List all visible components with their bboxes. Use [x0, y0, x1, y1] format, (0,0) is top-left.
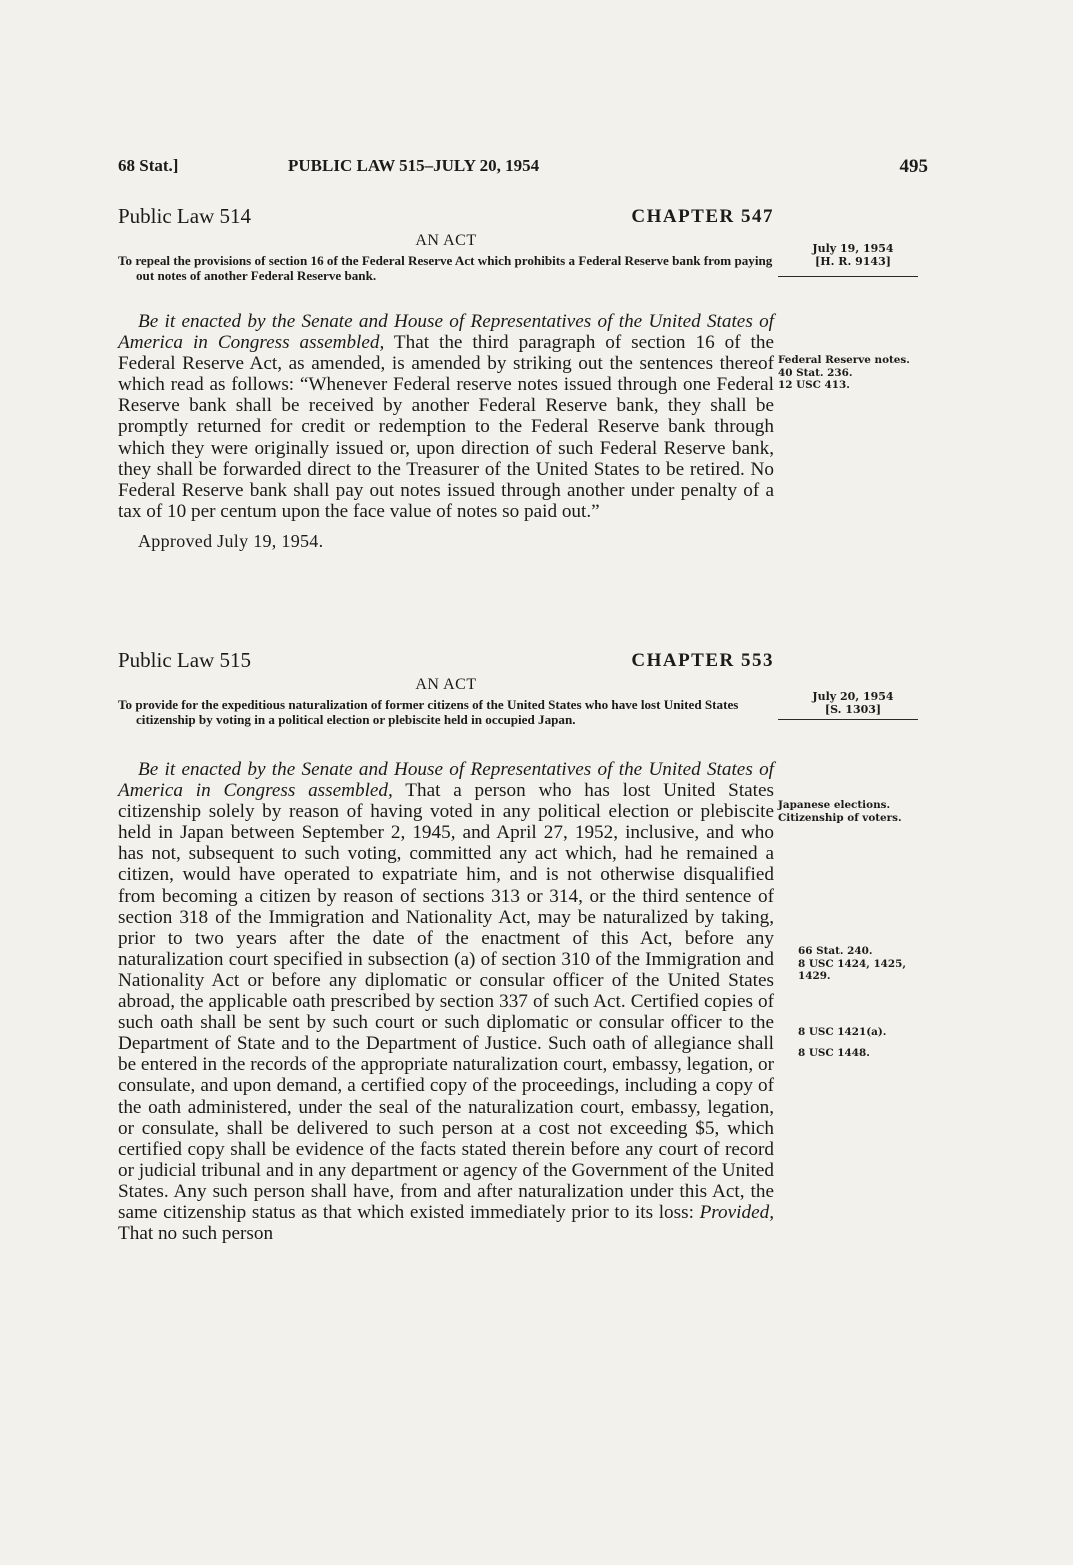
- margin-rule: [778, 276, 918, 277]
- margin-refs-515: [778, 945, 918, 983]
- margin-ref-1421: [778, 1026, 928, 1039]
- volume-reference: 68 Stat.]: [118, 156, 179, 175]
- statute-reference: 40 Stat. 236.: [778, 366, 853, 379]
- bill-number: [H. R. 9143]: [815, 254, 891, 268]
- margin-notes-515: [778, 799, 923, 824]
- margin-note-title: Federal Reserve notes.: [778, 354, 910, 366]
- chapter-number: CHAPTER 553: [631, 650, 774, 671]
- an-act-heading: AN ACT: [415, 676, 477, 693]
- public-law-number: Public Law 515: [118, 648, 251, 672]
- enactment-paragraph: [118, 311, 774, 522]
- an-act-heading: AN ACT: [415, 232, 477, 249]
- statute-reference: 66 Stat. 240.: [798, 945, 873, 957]
- approval-date: Approved July 19, 1954.: [138, 530, 324, 551]
- enactment-paragraph: [118, 759, 774, 1244]
- act-title: To repeal the provisions of section 16 of the Federal Reserve Act which prohibits a Federal Reserve bank from paying out notes of another Federal Reserve bank.: [118, 253, 773, 283]
- public-law-number: Public Law 514: [118, 204, 251, 228]
- enactment-text: That the third paragraph of section 16 of the Federal Reserve Act, as amended, is amended by striking out the sentences thereof which read as follows: “Whenever Federal reserve notes issued through one Federal Reserve bank shall be received by another Federal Reserve bank, they shall be promptly returned for credit or redemption to the Federal Reserve bank through which they were originally issued or, upon direction of such Federal Reserve bank, they shall be forwarded direct to the Treasurer of the United States to be retired. No Federal Reserve bank shall pay out notes issued through another under penalty of a tax of 10 per centum upon the face value of notes so paid out.”: [118, 332, 774, 522]
- margin-date-514: [778, 243, 928, 268]
- law-header: [118, 648, 774, 674]
- chapter-number: CHAPTER 547: [631, 206, 774, 227]
- margin-rule: [778, 719, 918, 720]
- running-head: [118, 156, 928, 180]
- margin-notes-514: [778, 354, 923, 392]
- provided-clause: Provided,: [699, 1201, 774, 1223]
- enactment-date: July 20, 1954: [812, 690, 894, 703]
- bill-number: [S. 1303]: [824, 702, 882, 716]
- enactment-date: July 19, 1954: [812, 242, 894, 255]
- enactment-text-continued: That no such person: [118, 1223, 274, 1245]
- usc-reference: 8 USC 1448.: [798, 1047, 870, 1059]
- usc-reference: 8 USC 1421(a).: [798, 1026, 887, 1038]
- public-law-514-section: [118, 204, 774, 552]
- page-number: 495: [899, 156, 928, 177]
- usc-reference: 8 USC 1424, 1425, 1429.: [798, 957, 906, 982]
- running-title: PUBLIC LAW 515–JULY 20, 1954: [288, 156, 540, 175]
- margin-date-515: [778, 691, 928, 716]
- margin-note-subtitle: Citizenship of voters.: [778, 811, 902, 824]
- enacting-clause: Be it enacted by the Senate and House of Representatives of the United States of America in Congress assembled,: [118, 759, 774, 802]
- margin-ref-1448: [778, 1047, 928, 1060]
- act-title: To provide for the expeditious naturalization of former citizens of the United States who have lost United States citizenship by voting in a political election or plebiscite held in occupied Japan.: [118, 697, 739, 727]
- public-law-515-section: [118, 648, 774, 1244]
- usc-reference: 12 USC 413.: [778, 379, 850, 391]
- margin-note-title: Japanese elections.: [778, 799, 891, 811]
- enactment-text: That a person who has lost United States citizenship solely by reason of having voted in any political election or plebiscite held in Japan between September 2, 1945, and April 27, 1952, inclusive, and who has not, subsequent to such voting, committed any act which, had he remained a citizen, would have operated to expatriate him, and is not otherwise disqualified from becoming a citizen by reason of sections 313 or 314, or the third sentence of section 318 of the Immigration and Nationality Act, may be naturalized by taking, prior to two years after the date of the enactment of this Act, before any naturalization court specified in subsection (a) of section 310 of the Immigration and Nationality Act or before any diplomatic or consular officer of the United States abroad, the applicable oath prescribed by section 337 of such Act. Certified copies of such oath shall be sent by such court or such diplomatic or consular officer to the Department of State and to the Department of Justice. Such oath of allegiance shall be entered in the records of the appropriate naturalization court, embassy, legation, or consulate, and upon demand, a certified copy of the proceedings, including a copy of the oath administered, under the seal of the naturalization court, embassy, legation, or consulate, shall be delivered to such person at a cost not exceeding $5, which certified copy shall be evidence of the facts stated therein before any court of record or judicial tribunal and in any department or agency of the Government of the United States. Any such person shall have, from and after naturalization under this Act, the same citizenship status as that which existed immediately prior to its loss:: [118, 780, 774, 1223]
- law-header: [118, 204, 774, 230]
- enacting-clause: Be it enacted by the Senate and House of Representatives of the United States of America in Congress assembled,: [118, 311, 774, 354]
